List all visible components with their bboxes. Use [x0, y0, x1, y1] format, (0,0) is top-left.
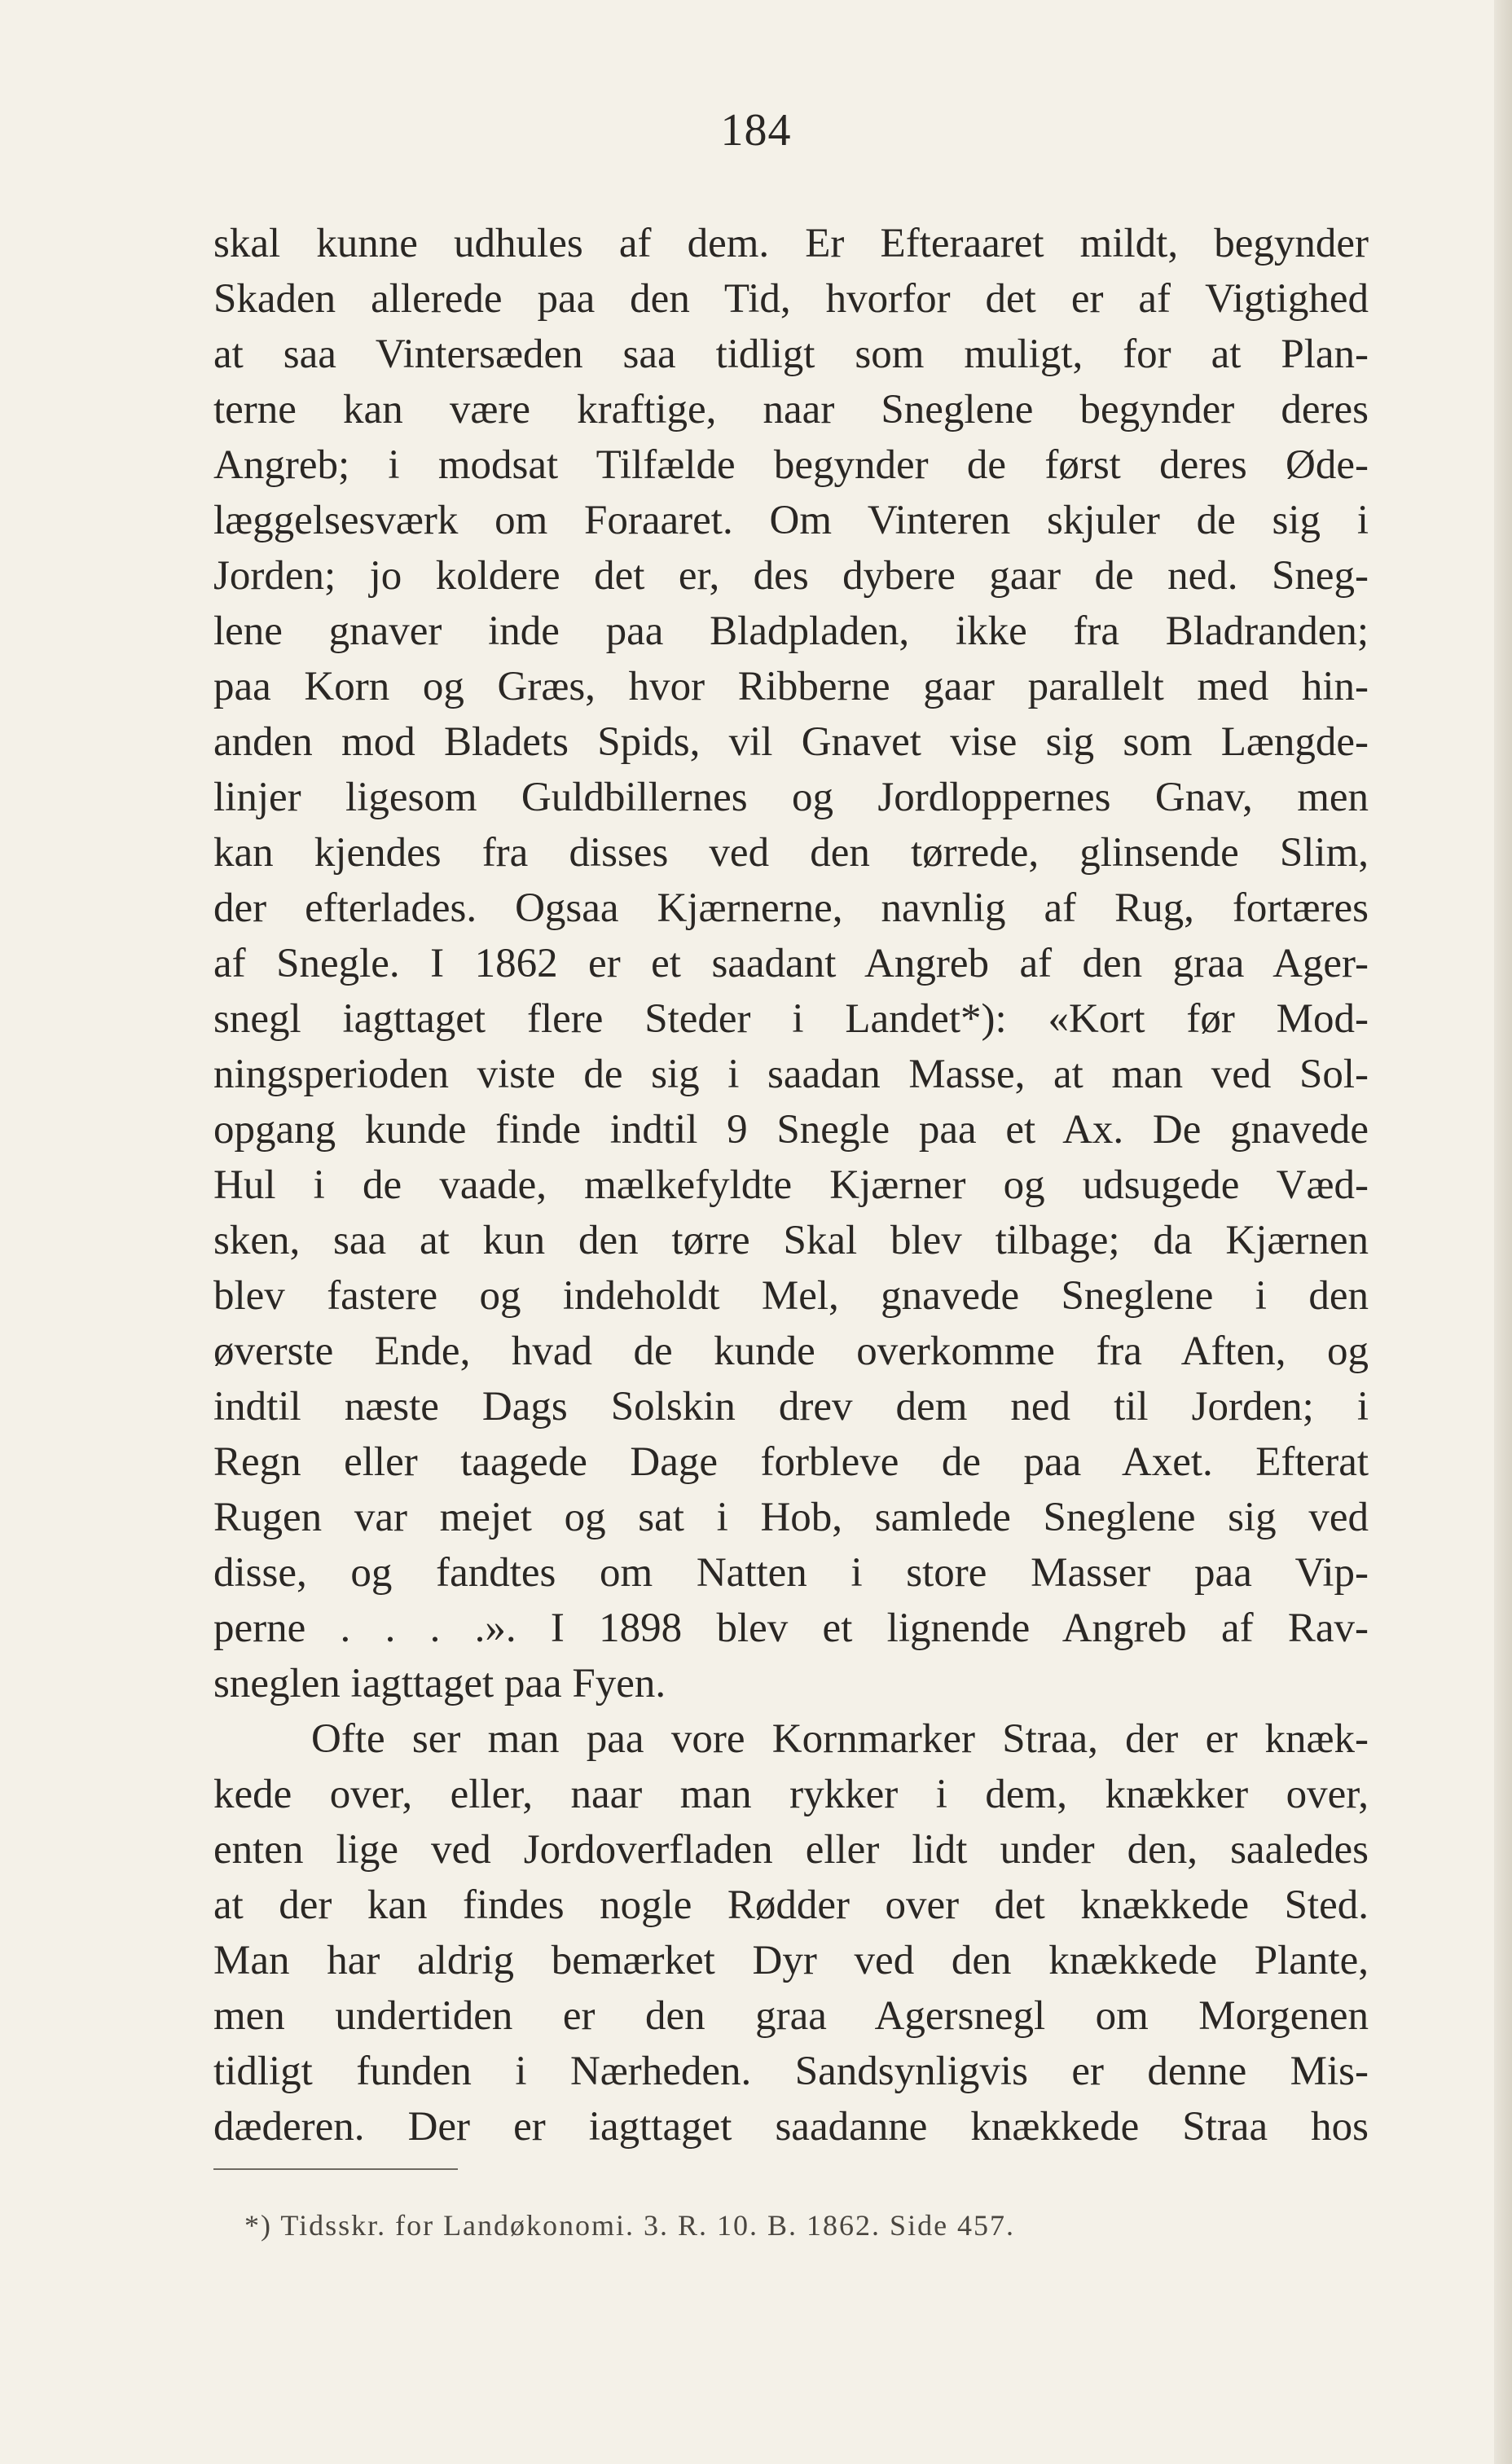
text-line: men undertiden er den graa Agersnegl om Morgenen — [213, 1993, 1369, 2039]
text-line: skal kunne udhules af dem. Er Efteraaret mildt, begynder — [213, 221, 1369, 266]
text-line: at der kan findes nogle Rødder over det knækkede Sted. — [213, 1882, 1369, 1928]
text-line: snegl iagttaget flere Steder i Landet*): «Kort før Mod- — [213, 996, 1369, 1042]
text-line: indtil næste Dags Solskin drev dem ned til Jorden; i — [213, 1384, 1369, 1430]
text-line: tidligt funden i Nærheden. Sandsynligvis er denne Mis- — [213, 2049, 1369, 2094]
text-line: lene gnaver inde paa Bladpladen, ikke fra Bladranden; — [213, 608, 1369, 654]
text-line: at saa Vintersæden saa tidligt som muligt, for at Plan- — [213, 332, 1369, 377]
page-edge-shadow — [1494, 0, 1512, 2464]
text-line: linjer ligesom Guldbillernes og Jordloppernes Gnav, men — [213, 775, 1369, 820]
text-line: kede over, eller, naar man rykker i dem, knækker over, — [213, 1772, 1369, 1817]
paragraph-end-line: sneglen iagttaget paa Fyen. — [213, 1661, 666, 1706]
text-line: blev fastere og indeholdt Mel, gnavede Sneglene i den — [213, 1273, 1369, 1319]
text-line: sken, saa at kun den tørre Skal blev tilbage; da Kjærnen — [213, 1218, 1369, 1263]
text-line: Jorden; jo koldere det er, des dybere gaar de ned. Sneg- — [213, 553, 1369, 599]
text-line: af Snegle. I 1862 er et saadant Angreb af den graa Ager- — [213, 941, 1369, 986]
text-line: der efterlades. Ogsaa Kjærnerne, navnlig af Rug, fortæres — [213, 885, 1369, 931]
text-line: Hul i de vaade, mælkefyldte Kjærner og udsugede Væd- — [213, 1162, 1369, 1208]
text-line: Rugen var mejet og sat i Hob, samlede Sneglene sig ved — [213, 1495, 1369, 1540]
text-line: læggelsesværk om Foraaret. Om Vinteren skjuler de sig i — [213, 498, 1369, 543]
text-line: disse, og fandtes om Natten i store Masser paa Vip- — [213, 1550, 1369, 1596]
text-line: paa Korn og Græs, hvor Ribberne gaar parallelt med hin- — [213, 664, 1369, 709]
page-number: 184 — [720, 105, 792, 156]
footnote-divider — [213, 2168, 458, 2170]
text-line: perne . . . .». I 1898 blev et lignende Angreb af Rav- — [213, 1605, 1369, 1651]
text-line: kan kjendes fra disses ved den tørrede, glinsende Slim, — [213, 830, 1369, 876]
text-line: opgang kunde finde indtil 9 Snegle paa et Ax. De gnavede — [213, 1107, 1369, 1153]
text-line: dæderen. Der er iagttaget saadanne knækkede Straa hos — [213, 2104, 1369, 2150]
text-line: enten lige ved Jordoverfladen eller lidt under den, saaledes — [213, 1827, 1369, 1873]
footnote: *) Tidsskr. for Landøkonomi. 3. R. 10. B. 1862. Side 457. — [244, 2209, 1016, 2242]
text-line: Skaden allerede paa den Tid, hvorfor det er af Vigtighed — [213, 276, 1369, 322]
text-line: anden mod Bladets Spids, vil Gnavet vise sig som Længde- — [213, 719, 1369, 765]
text-line: øverste Ende, hvad de kunde overkomme fra Aften, og — [213, 1329, 1369, 1374]
body-text — [213, 216, 1369, 2154]
paragraph-start-line: Ofte ser man paa vore Kornmarker Straa, der er knæk- — [311, 1716, 1369, 1762]
text-line: Regn eller taagede Dage forbleve de paa Axet. Efterat — [213, 1439, 1369, 1485]
text-line: ningsperioden viste de sig i saadan Masse, at man ved Sol- — [213, 1052, 1369, 1097]
text-line: terne kan være kraftige, naar Sneglene begynder deres — [213, 387, 1369, 433]
text-line: Angreb; i modsat Tilfælde begynder de først deres Øde- — [213, 442, 1369, 488]
text-line: Man har aldrig bemærket Dyr ved den knækkede Plante, — [213, 1938, 1369, 1983]
